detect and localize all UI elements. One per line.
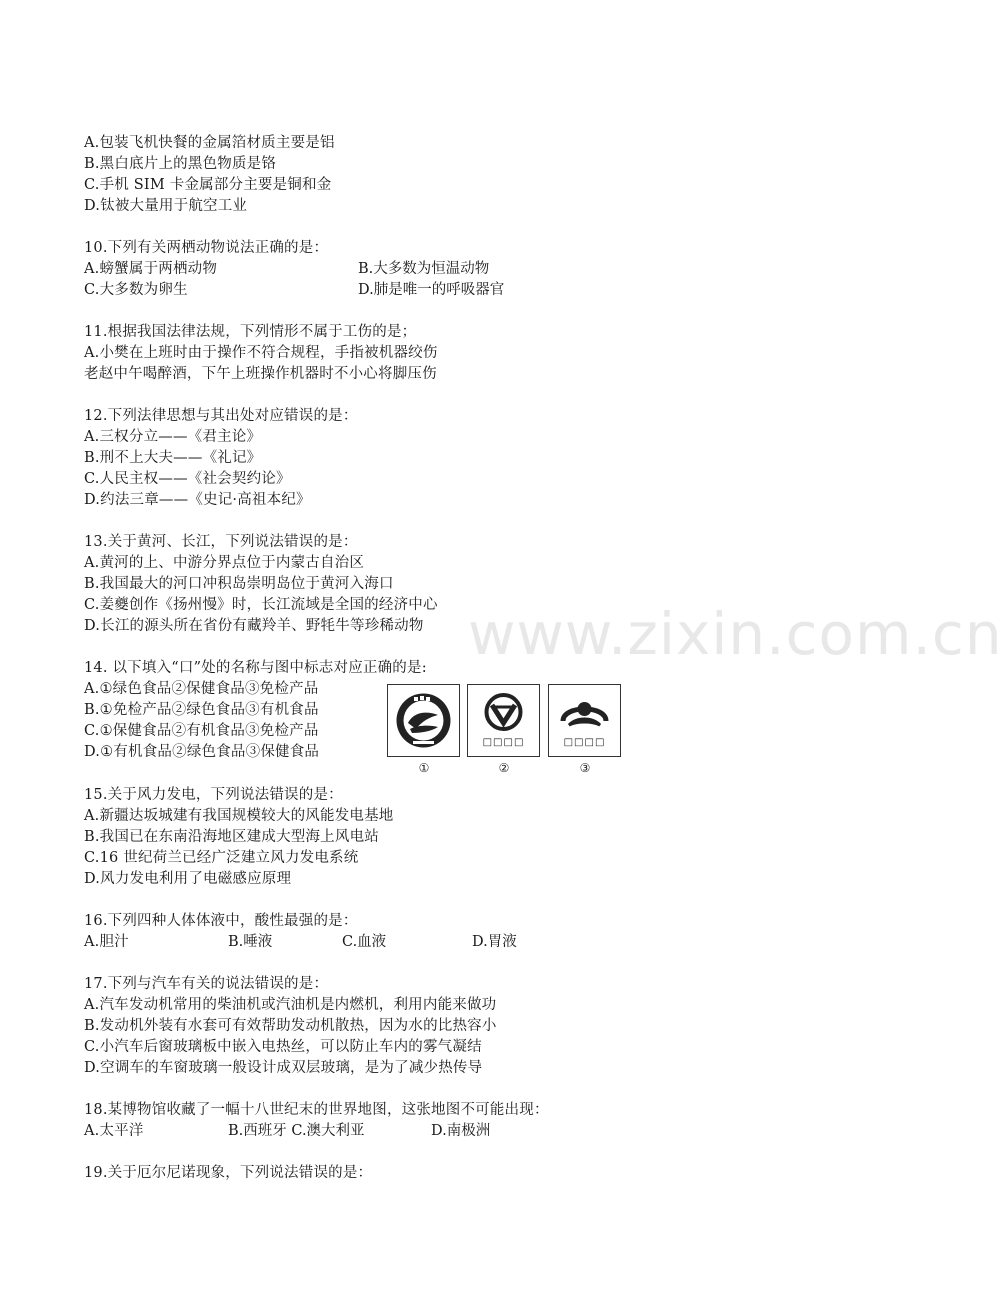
q18-option-d: D.南极洲	[431, 1123, 491, 1139]
q16-option-b: B.唾液	[228, 934, 273, 950]
q14-option-a: A.①绿色食品②保健食品③免检产品	[84, 681, 319, 697]
q14-option-d: D.①有机食品②绿色食品③保健食品	[84, 744, 320, 760]
q12-stem: 12.下列法律思想与其出处对应错误的是：	[84, 408, 358, 424]
q14-stem: 14. 以下填入“口”处的名称与图中标志对应正确的是:	[84, 660, 427, 676]
q18-stem: 18.某博物馆收藏了一幅十八世纪末的世界地图，这张地图不可能出现：	[84, 1102, 549, 1118]
q16-option-c: C.血液	[342, 934, 387, 950]
q17-option-d: D.空调车的车窗玻璃一般设计成双层玻璃，是为了减少热传导	[84, 1060, 483, 1076]
q18-option-a: A.太平洋	[84, 1123, 144, 1139]
q10-option-a: A.螃蟹属于两栖动物	[84, 261, 218, 277]
q15-option-b: B.我国已在东南沿海地区建成大型海上风电站	[84, 829, 379, 845]
q9-option-c: C.手机 SIM 卡金属部分主要是铜和金	[84, 177, 332, 193]
logo-2-label: ②	[498, 761, 510, 775]
q18-option-bc: B.西班牙 C.澳大利亚	[228, 1123, 365, 1139]
q11-option-b: 老赵中午喝醉酒，下午上班操作机器时不小心将脚压伤	[84, 366, 437, 382]
q12-option-c: C.人民主权——《社会契约论》	[84, 471, 291, 487]
q14-option-b: B.①免检产品②绿色食品③有机食品	[84, 702, 319, 718]
watermark: www.zixin.com.cn	[468, 600, 1003, 668]
q15-option-a: A.新疆达坂城建有我国规模较大的风能发电基地	[84, 808, 394, 824]
q14-option-c: C.①保健食品②有机食品③免检产品	[84, 723, 319, 739]
q16-option-d: D.胃液	[472, 934, 517, 950]
q16-stem: 16.下列四种人体体液中，酸性最强的是：	[84, 913, 358, 929]
q15-option-c: C.16 世纪荷兰已经广泛建立风力发电系统	[84, 850, 359, 866]
q15-option-d: D.风力发电利用了电磁感应原理	[84, 871, 292, 887]
q15-stem: 15.关于风力发电，下列说法错误的是：	[84, 787, 343, 803]
q13-option-d: D.长江的源头所在省份有藏羚羊、野牦牛等珍稀动物	[84, 618, 424, 634]
q19-stem: 19.关于厄尔尼诺现象，下列说法错误的是：	[84, 1165, 373, 1181]
q17-option-c: C.小汽车后窗玻璃板中嵌入电热丝，可以防止车内的雾气凝结	[84, 1039, 482, 1055]
q12-option-a: A.三权分立——《君主论》	[84, 429, 262, 445]
logo-2-text: □□□□	[482, 737, 525, 748]
logo-3-label: ③	[579, 761, 591, 775]
logo-3-organic-food-icon	[548, 684, 621, 757]
q16-option-a: A.胆汁	[84, 934, 129, 950]
q10-option-d: D.肺是唯一的呼吸器官	[358, 282, 505, 298]
q13-option-a: A.黄河的上、中游分界点位于内蒙古自治区	[84, 555, 365, 571]
logo-1-green-food-icon	[387, 684, 460, 757]
q9-option-d: D.钛被大量用于航空工业	[84, 198, 248, 214]
q12-option-d: D.约法三章——《史记·高祖本纪》	[84, 492, 311, 508]
q9-option-a: A.包装飞机快餐的金属箔材质主要是铝	[84, 135, 335, 151]
logo-3-text: □□□□	[563, 737, 606, 748]
q9-option-b: B.黑白底片上的黑色物质是铬	[84, 156, 277, 172]
q17-option-a: A.汽车发动机常用的柴油机或汽油机是内燃机，利用内能来做功	[84, 997, 497, 1013]
q11-stem: 11.根据我国法律法规，下列情形不属于工伤的是；	[84, 324, 417, 340]
q17-option-b: B.发动机外装有水套可有效帮助发动机散热，因为水的比热容小	[84, 1018, 497, 1034]
q17-stem: 17.下列与汽车有关的说法错误的是：	[84, 976, 329, 992]
logo-1-label: ①	[418, 761, 430, 775]
q12-option-b: B.刑不上大夫——《礼记》	[84, 450, 262, 466]
q13-option-b: B.我国最大的河口冲积岛崇明岛位于黄河入海口	[84, 576, 394, 592]
q10-option-c: C.大多数为卵生	[84, 282, 188, 298]
q10-option-b: B.大多数为恒温动物	[358, 261, 490, 277]
logo-2-quality-exempt-icon	[467, 684, 540, 757]
q11-option-a: A.小樊在上班时由于操作不符合规程，手指被机器绞伤	[84, 345, 438, 361]
q10-stem: 10.下列有关两栖动物说法正确的是：	[84, 240, 329, 256]
q13-stem: 13.关于黄河、长江，下列说法错误的是：	[84, 534, 358, 550]
q13-option-c: C.姜夔创作《扬州慢》时，长江流域是全国的经济中心	[84, 597, 438, 613]
